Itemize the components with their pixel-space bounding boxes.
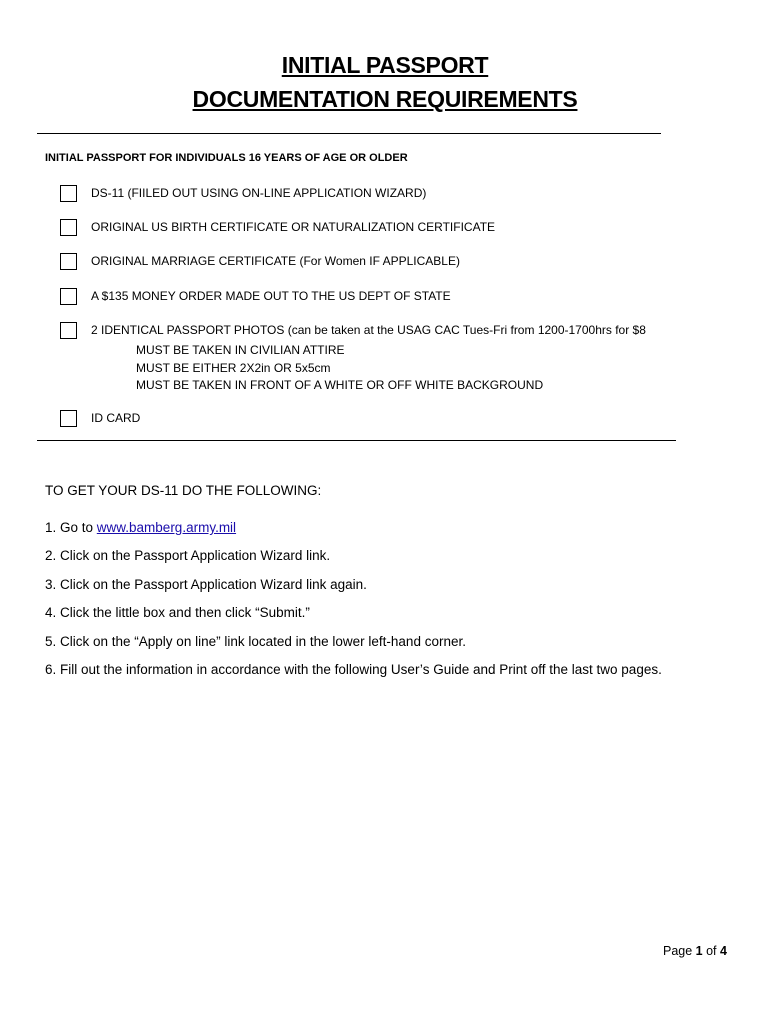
checkbox-money-order[interactable] <box>60 288 77 305</box>
document-title-line2 <box>0 86 770 113</box>
checklist-heading: INITIAL PASSPORT FOR INDIVIDUALS 16 YEARS OF AGE OR OLDER <box>45 152 408 164</box>
bamberg-army-link[interactable]: www.bamberg.army.mil <box>96 520 237 535</box>
instruction-step-6: 6. Fill out the information in accordance with the following User’s Guide and Print off the last two pages. <box>45 662 662 677</box>
photo-requirement: MUST BE TAKEN IN FRONT OF A WHITE OR OFF WHITE BACKGROUND <box>136 378 544 392</box>
instructions-heading: TO GET YOUR DS-11 DO THE FOLLOWING: <box>45 483 322 498</box>
bottom-divider <box>37 440 676 441</box>
checklist-item-label: ORIGINAL MARRIAGE CERTIFICATE (For Women IF APPLICABLE) <box>91 254 460 268</box>
instruction-step-1 <box>45 520 236 535</box>
checklist-item-label: ID CARD <box>91 411 141 425</box>
photo-requirement: MUST BE TAKEN IN CIVILIAN ATTIRE <box>136 343 345 357</box>
document-title-line2-text: DOCUMENTATION REQUIREMENTS <box>192 86 578 112</box>
page-number <box>663 944 727 958</box>
checkbox-id-card[interactable] <box>60 410 77 427</box>
page-total: 4 <box>720 944 727 958</box>
page-current: 1 <box>695 944 703 958</box>
instruction-step-4: 4. Click the little box and then click “Submit.” <box>45 605 310 620</box>
top-divider <box>37 133 661 134</box>
page-label: Page <box>663 944 696 958</box>
checkbox-birth-certificate[interactable] <box>60 219 77 236</box>
checklist-item-label: DS-11 (FIILED OUT USING ON-LINE APPLICATION WIZARD) <box>91 186 427 200</box>
instruction-step-2: 2. Click on the Passport Application Wizard link. <box>45 548 331 563</box>
step-1-prefix: 1. Go to <box>45 520 97 535</box>
document-title-line1: INITIAL PASSPORT <box>281 52 489 78</box>
photo-requirement: MUST BE EITHER 2X2in OR 5x5cm <box>136 361 331 375</box>
checklist-item-label: ORIGINAL US BIRTH CERTIFICATE OR NATURALIZATION CERTIFICATE <box>91 220 496 234</box>
checkbox-passport-photos[interactable] <box>60 322 77 339</box>
checklist-item-label: 2 IDENTICAL PASSPORT PHOTOS (can be taken at the USAG CAC Tues-Fri from 1200-1700hrs for $8 <box>91 323 646 337</box>
checkbox-ds11[interactable] <box>60 185 77 202</box>
of-label: of <box>702 944 720 958</box>
instruction-step-3: 3. Click on the Passport Application Wizard link again. <box>45 577 367 592</box>
checklist-item-label: A $135 MONEY ORDER MADE OUT TO THE US DEPT OF STATE <box>91 289 451 303</box>
instruction-step-5: 5. Click on the “Apply on line” link located in the lower left-hand corner. <box>45 634 466 649</box>
checkbox-marriage-certificate[interactable] <box>60 253 77 270</box>
